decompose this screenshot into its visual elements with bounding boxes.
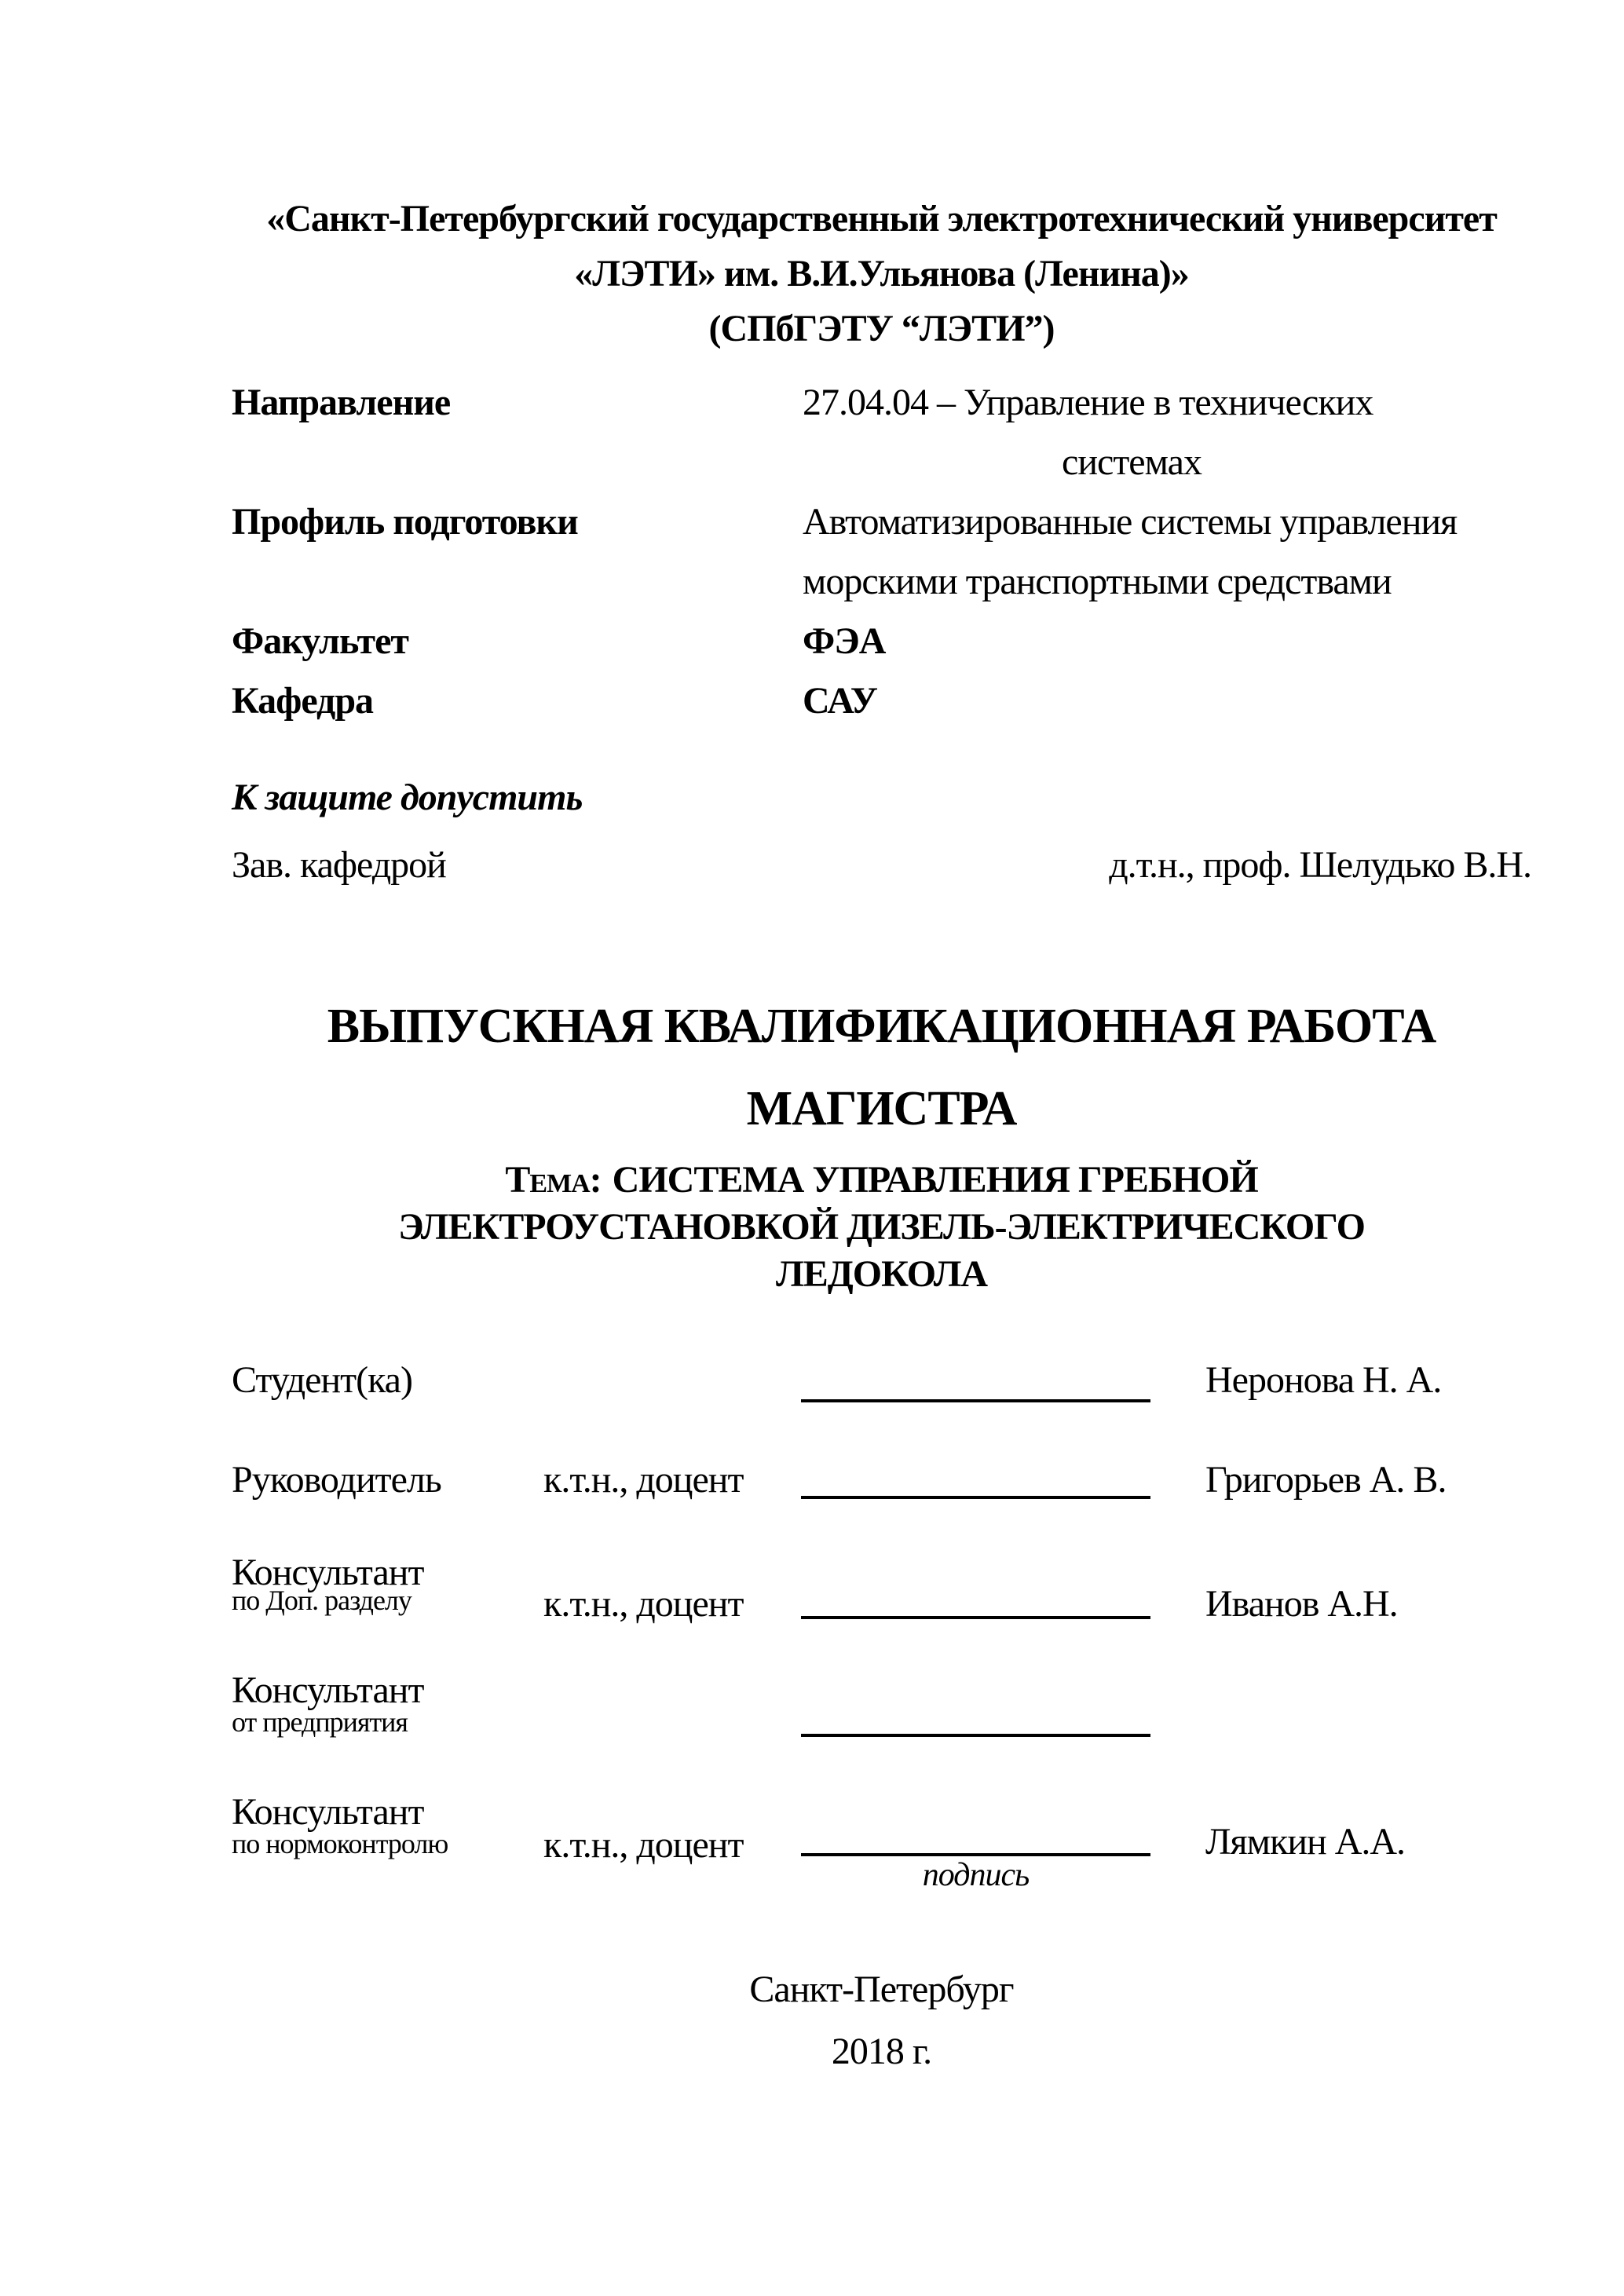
theme-block	[232, 1157, 1531, 1298]
profile-value	[803, 492, 1531, 612]
footer-city: Санкт-Петербург	[749, 1969, 1014, 2010]
signer-degree: к.т.н., доцент	[543, 1459, 744, 1501]
signature-row-supervisor	[232, 1458, 1531, 1552]
work-title-line1: ВЫПУСКНАЯ КВАЛИФИКАЦИОННАЯ РАБОТА	[327, 1000, 1436, 1053]
signature-line	[801, 1399, 1150, 1402]
signature-row-student	[232, 1358, 1531, 1453]
signer-name: Иванов А.Н.	[1205, 1583, 1398, 1625]
signature-row-consultant-normcontrol	[232, 1790, 1531, 1924]
signature-row-consultant-enterprise	[232, 1669, 1531, 1771]
signer-name: Григорьев А. В.	[1205, 1459, 1447, 1501]
university-abbreviation: (СПбГЭТУ “ЛЭТИ”)	[708, 308, 1055, 349]
signature-line	[801, 1616, 1150, 1619]
field-row-department	[232, 671, 1531, 731]
signature-row-consultant-extra	[232, 1551, 1531, 1653]
direction-value-line1: 27.04.04 – Управление в технических	[803, 382, 1373, 423]
faculty-label: Факультет	[232, 620, 408, 662]
role-label: Студент(ка)	[232, 1359, 412, 1401]
role-sublabel: от предприятия	[232, 1706, 408, 1738]
role-sublabel: по нормоконтролю	[232, 1828, 448, 1859]
signature-line	[801, 1496, 1150, 1499]
role-label: Консультант	[232, 1791, 424, 1833]
department-head-label: Зав. кафедрой	[232, 844, 446, 886]
direction-label: Направление	[232, 382, 451, 423]
theme-line1-wrap	[232, 1157, 1531, 1204]
profile-value-line2: морскими транспортными средствами	[803, 561, 1392, 602]
field-row-faculty	[232, 612, 1531, 671]
faculty-value: ФЭА	[803, 620, 886, 662]
department-head-name: д.т.н., проф. Шелудько В.Н.	[1109, 844, 1531, 886]
department-value: САУ	[803, 680, 877, 722]
role-label: Консультант	[232, 1552, 424, 1593]
role-label: Руководитель	[232, 1459, 441, 1501]
work-title-line2: МАГИСТРА	[746, 1082, 1017, 1135]
signer-degree: к.т.н., доцент	[543, 1824, 744, 1866]
profile-label: Профиль подготовки	[232, 501, 578, 543]
university-name-line1: «Санкт-Петербургский государственный электротехнический университет	[266, 198, 1497, 239]
signature-line	[801, 1734, 1150, 1737]
theme-line1: СИСТЕМА УПРАВЛЕНИЯ ГРЕБНОЙ	[612, 1159, 1258, 1201]
theme-line2: ЭЛЕКТРОУСТАНОВКОЙ ДИЗЕЛЬ-ЭЛЕКТРИЧЕСКОГО	[398, 1206, 1365, 1248]
university-name-line2: «ЛЭТИ» им. В.И.Ульянова (Ленина)»	[574, 253, 1189, 294]
department-label: Кафедра	[232, 680, 374, 722]
theme-line3: ЛЕДОКОЛА	[775, 1253, 988, 1295]
signer-degree: к.т.н., доцент	[543, 1583, 744, 1625]
role-sublabel: по Доп. разделу	[232, 1585, 411, 1616]
admission-approve-line: К защите допустить	[232, 777, 583, 818]
direction-value	[803, 373, 1531, 492]
profile-value-line1: Автоматизированные системы управления	[803, 501, 1458, 543]
program-fields	[232, 373, 1531, 731]
university-header	[232, 192, 1531, 356]
footer-year: 2018 г.	[831, 2031, 932, 2072]
signer-name: Неронова Н. А.	[1205, 1359, 1442, 1401]
direction-value-line2: системах	[1062, 441, 1202, 483]
theme-label: Тема:	[505, 1159, 602, 1201]
field-row-direction	[232, 373, 1531, 492]
role-label: Консультант	[232, 1669, 424, 1711]
signature-caption: подпись	[922, 1857, 1030, 1893]
field-row-profile	[232, 492, 1531, 612]
signer-name: Лямкин А.А.	[1205, 1821, 1406, 1863]
department-head-row	[232, 843, 1531, 887]
